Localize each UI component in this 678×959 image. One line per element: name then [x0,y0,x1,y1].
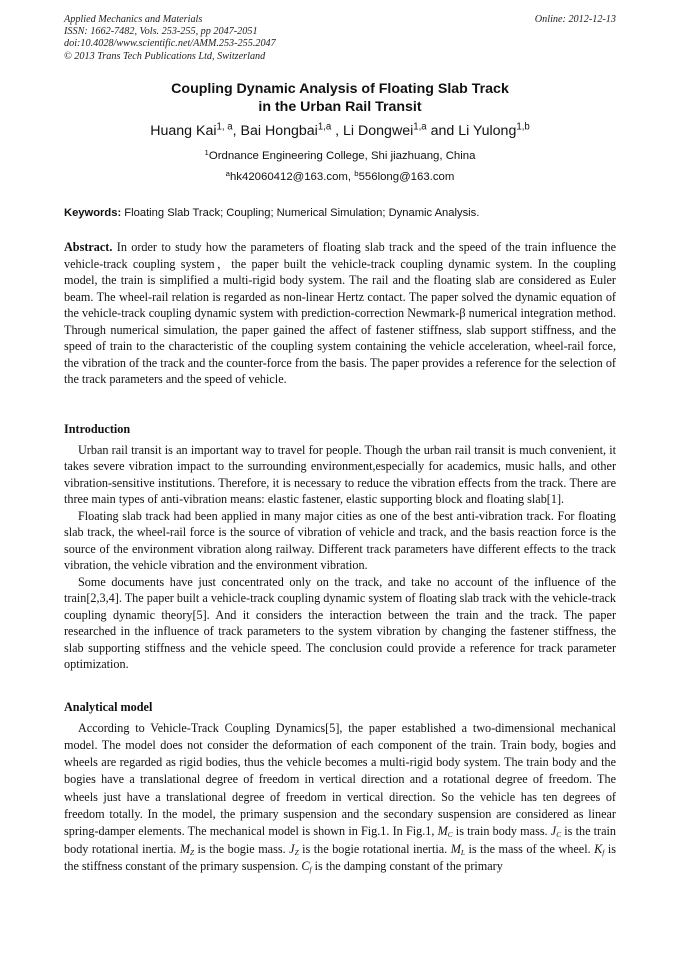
symbol-jc [551,824,561,838]
intro-paragraph: Urban rail transit is an important way to travel for people. Though the urban rail transit is much convenient, it takes severe vibration impact to the surrounding environment,especially for academics, music halls, and other vibration-sensitive institutions. Therefore, it is necessary to reduce the vibration effects from the track. There are three main types of anti-vibration means: elastic fastener, elastic supporting block and floating slab[1]. [64,442,616,506]
email-b[interactable]: 556long@163.com [358,171,455,183]
analytical-text: is the bogie rotational inertia. [298,841,451,856]
analytical-text: According to Vehicle-Track Coupling Dynamics[5], the paper established a two-dimensional mechanical model. The model does not consider the deformation of each component of the train. Train body, bogies and wheels are regarded as rigid bodies, thus the vehicle becomes a multi-rigid body system. The train body and the bogies have a translational degree of freedom in vertical direction and a rotational degree of freedom. The wheels just have a translational degree of freedom in vertical direction. So the vehicle has ten degrees of freedom totally. In the model, the primary suspension and the secondary suspension are considered as linear spring-damper elements. The mechanical model is shown in Fig.1. In Fig.1, [64,720,616,839]
keywords [64,205,616,221]
symbol-cf [301,859,311,873]
intro-paragraph: Floating slab track had been applied in many major cities as one of the best anti-vibration track. For floating slab track, the wheel-rail force is the source of vibration of vehicle and track, and the basis reaction force is the source of the environment vibration along railway. Different track parameters have different effects to the track vibration, the vehicle vibration and the environment vibration. [64,508,616,572]
paper-title [64,80,616,116]
keywords-label: Keywords: [64,207,122,219]
affiliation-text: Ordnance Engineering College, Shi jiazhuang, China [208,150,476,162]
symbol-kf [594,842,604,856]
affiliation [64,148,616,164]
analytical-text: is the stiffness constant of the primary suspension. [64,841,616,873]
intro-paragraph: Some documents have just concentrated only on the track, and take no account of the influence of the train[2,3,4]. The paper built a vehicle-track coupling dynamic system of floating slab track with the vehicle-track coupling dynamic theory[5]. And it considers the interaction between the train and the track. The paper researched in the influence of track parameters to the system vibration by changing the fastener stiffness, the slab supporting stiffness and the vehicle speed. The conclusion could provide a reference for track parameter optimization. [64,574,616,671]
abstract [64,239,616,388]
symbol-jz [289,842,299,856]
author-name: Bai Hongbai [240,123,318,139]
analytical-paragraph [64,720,616,876]
symbol-base: J [550,824,557,839]
symbol-sub: Z [294,847,299,857]
symbol-sub: Z [189,847,195,857]
introduction-heading: Introduction [64,422,131,436]
author-emails [64,169,616,185]
email-sup-b: b [354,168,359,178]
copyright-line: © 2013 Trans Tech Publications Ltd, Switzerland [64,50,266,62]
author-sup: 1,a [317,121,332,133]
doi-line[interactable]: doi:10.4028/www.scientific.net/AMM.253-255.2047 [64,38,276,50]
symbol-sub: f [602,847,605,857]
author-name: Huang Kai [150,123,217,139]
analytical-model-section [64,699,616,875]
symbol-base: C [301,858,310,873]
analytical-text: is train body mass. [452,824,551,839]
analytical-text: is the mass of the wheel. [464,841,595,856]
journal-name: Applied Mechanics and Materials [64,14,203,25]
issn-line: ISSN: 1662-7482, Vols. 253-255, pp 2047-2051 [64,26,258,38]
online-date: Online: 2012-12-13 [534,14,616,25]
symbol-mc [438,824,453,838]
symbol-base: M [450,841,461,856]
author-separator: , [232,123,241,139]
keywords-text: Floating Slab Track; Coupling; Numerical Simulation; Dynamic Analysis. [121,207,480,219]
symbol-sub: f [309,865,312,875]
symbol-base: M [437,824,448,839]
analytical-text: is the bogie mass. [194,841,290,856]
symbol-sub: L [460,847,465,857]
symbol-sub: C [447,830,453,840]
email-a[interactable]: hk42060412@163.com, [229,171,355,183]
journal-header [64,14,616,63]
symbol-sub: C [556,830,562,840]
symbol-base: M [179,841,190,856]
introduction-section [64,421,616,673]
author-list [64,122,616,140]
abstract-text: In order to study how the parameters of floating slab track and the speed of the train influence the vehicle-track coupling system，the paper built the vehicle-track coupling dynamic system. In the coupling model, the train is simplified a multi-rigid body system. The rail and the floating slab are considered as Euler beam. The wheel-rail relation is regarded as non-linear Hertz contact. The paper solved the dynamic equation of the vehicle-track coupling dynamic system with prediction-correction Newmark-β numerical integration method. Through numerical simulation, the paper gained the affect of fastener stiffness, slab support stiffness, and the speed of train to the characteristic of the coupling system containing the vehicle acceleration, wheel-rail force, the vibration of the track and the counter-force from the basis. The paper provides a reference for the selection of the track parameters and the speed of vehicle. [64,240,616,386]
email-sup-a: a [225,168,230,178]
author-name: Li Dongwei [343,123,414,139]
affiliation-sup: 1 [204,147,209,157]
title-line-1: Coupling Dynamic Analysis of Floating Slab Track [171,81,509,97]
analytical-model-heading: Analytical model [64,700,153,714]
author-separator: and [426,123,459,139]
analytical-text: is the train body rotational inertia. [64,824,617,856]
symbol-mz [180,842,194,856]
author-sup: 1,b [516,121,530,133]
author-separator: , [331,123,344,139]
symbol-base: K [594,841,603,856]
analytical-text: is the damping constant of the primary [311,858,503,873]
symbol-ml [451,842,465,856]
title-line-2: in the Urban Rail Transit [258,99,422,115]
author-sup: 1,a [413,121,427,133]
author-name: Li Yulong [458,123,517,139]
author-sup: 1, a [216,121,233,133]
abstract-label: Abstract. [64,240,113,254]
symbol-base: J [289,841,295,856]
